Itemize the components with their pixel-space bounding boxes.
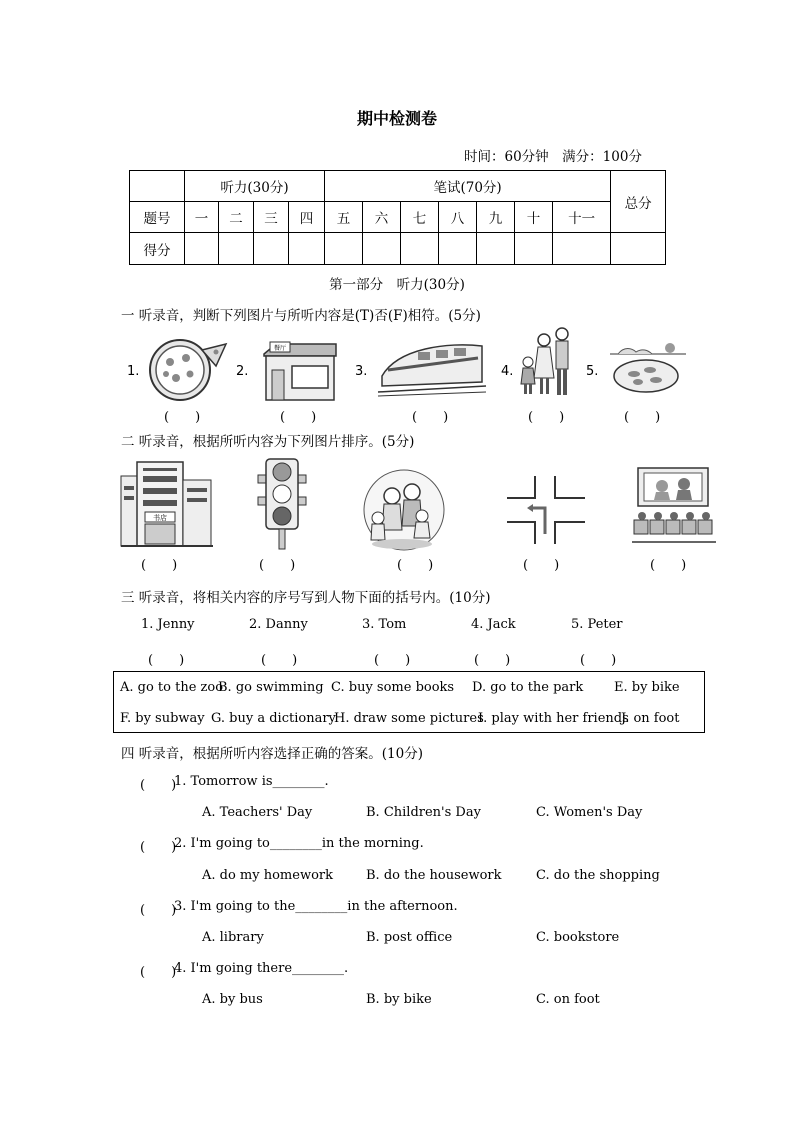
- answer-blank[interactable]: ( ): [148, 653, 185, 668]
- answer-blank[interactable]: ( ): [528, 410, 565, 425]
- answer-blank[interactable]: ( ): [650, 558, 687, 573]
- score-cell[interactable]: [363, 233, 401, 265]
- score-cell[interactable]: [401, 233, 439, 265]
- choice-option[interactable]: B. by bike: [366, 992, 432, 1007]
- col-header: 八: [439, 202, 477, 233]
- col-header: 三: [254, 202, 289, 233]
- col-header: 四: [289, 202, 325, 233]
- answer-blank[interactable]: ( ): [280, 410, 317, 425]
- option-item: H. draw some pictures: [334, 711, 484, 726]
- listening-header: 听力(30分): [185, 171, 325, 202]
- exam-meta: 时间：60分钟 满分：100分: [464, 149, 642, 165]
- bookstore-sign: 书店: [153, 514, 167, 522]
- page-title: 期中检测卷: [356, 109, 437, 128]
- family-walk-icon: [358, 468, 448, 550]
- answer-blank[interactable]: ( ): [140, 965, 177, 980]
- question-stem: 3. I'm going to the________in the afternoon.: [174, 899, 458, 914]
- family-icon: [514, 326, 580, 398]
- score-cell[interactable]: [219, 233, 254, 265]
- option-item: A. go to the zoo: [120, 680, 224, 695]
- answer-blank[interactable]: ( ): [580, 653, 617, 668]
- pizza-icon: [146, 336, 230, 402]
- cinema-icon: [632, 466, 716, 550]
- q1-item-number: 5.: [586, 364, 599, 379]
- restaurant-sign: 餐厅: [273, 345, 287, 352]
- answer-blank[interactable]: ( ): [164, 410, 201, 425]
- choice-option[interactable]: B. post office: [366, 930, 453, 945]
- writing-header: 笔试(70分): [325, 171, 611, 202]
- score-cell[interactable]: [515, 233, 553, 265]
- person-label: 1. Jenny: [141, 617, 195, 632]
- choice-option[interactable]: B. Children's Day: [366, 805, 481, 820]
- choice-option[interactable]: C. Women's Day: [536, 805, 643, 820]
- answer-blank[interactable]: ( ): [412, 410, 449, 425]
- answer-blank[interactable]: ( ): [474, 653, 511, 668]
- question-stem: 2. I'm going to________in the morning.: [174, 836, 424, 851]
- col-header: 六: [363, 202, 401, 233]
- train-icon: [378, 336, 486, 398]
- person-label: 5. Peter: [571, 617, 623, 632]
- answer-blank[interactable]: ( ): [259, 558, 296, 573]
- q1-item-number: 3.: [355, 364, 368, 379]
- option-item: D. go to the park: [472, 680, 584, 695]
- q1-item-number: 2.: [236, 364, 249, 379]
- total-header: 总分: [611, 171, 666, 233]
- choice-option[interactable]: A. do my homework: [202, 868, 334, 883]
- question-stem: 4. I'm going there________.: [174, 961, 349, 976]
- option-item: J. on foot: [621, 711, 680, 726]
- score-cell[interactable]: [439, 233, 477, 265]
- col-header: 五: [325, 202, 363, 233]
- option-item: F. by subway: [120, 711, 205, 726]
- col-header: 二: [219, 202, 254, 233]
- answer-blank[interactable]: ( ): [523, 558, 560, 573]
- option-item: C. buy some books: [331, 680, 455, 695]
- q1-item-number: 1.: [127, 364, 140, 379]
- score-cell[interactable]: [289, 233, 325, 265]
- answer-blank[interactable]: ( ): [140, 840, 177, 855]
- q4-heading: 四 听录音，根据所听内容选择正确的答案。(10分): [121, 746, 424, 762]
- score-table-corner: [130, 171, 185, 202]
- answer-blank[interactable]: ( ): [140, 778, 177, 793]
- option-item: G. buy a dictionary: [211, 711, 336, 726]
- score-cell[interactable]: [611, 233, 666, 265]
- choice-option[interactable]: C. on foot: [536, 992, 600, 1007]
- q3-heading: 三 听录音，将相关内容的序号写到人物下面的括号内。(10分): [121, 590, 491, 606]
- answer-blank[interactable]: ( ): [624, 410, 661, 425]
- part1-heading: 第一部分 听力(30分): [329, 277, 465, 293]
- col-header: 十一: [553, 202, 611, 233]
- answer-blank[interactable]: ( ): [374, 653, 411, 668]
- option-item: E. by bike: [614, 680, 680, 695]
- answer-blank[interactable]: ( ): [140, 903, 177, 918]
- score-table: [129, 170, 666, 265]
- choice-option[interactable]: A. by bus: [202, 992, 263, 1007]
- col-header: 十: [515, 202, 553, 233]
- choice-option[interactable]: A. Teachers' Day: [202, 805, 313, 820]
- score-cell[interactable]: [325, 233, 363, 265]
- col-header: 七: [401, 202, 439, 233]
- choice-option[interactable]: C. bookstore: [536, 930, 620, 945]
- question-number-label: 题号: [130, 202, 185, 233]
- score-cell[interactable]: [477, 233, 515, 265]
- person-label: 2. Danny: [249, 617, 308, 632]
- crossroad-icon: [503, 474, 587, 546]
- choice-option[interactable]: B. do the housework: [366, 868, 502, 883]
- score-cell[interactable]: [254, 233, 289, 265]
- q1-heading: 一 听录音，判断下列图片与所听内容是(T)否(F)相符。(5分): [121, 308, 481, 324]
- food-plate-icon: [608, 342, 688, 398]
- score-cell[interactable]: [553, 233, 611, 265]
- choice-option[interactable]: C. do the shopping: [536, 868, 660, 883]
- col-header: 九: [477, 202, 515, 233]
- person-label: 4. Jack: [471, 617, 516, 632]
- traffic-light-icon: [256, 457, 308, 549]
- question-stem: 1. Tomorrow is________.: [174, 774, 329, 789]
- restaurant-icon: [262, 340, 338, 402]
- score-label: 得分: [130, 233, 185, 265]
- answer-blank[interactable]: ( ): [397, 558, 434, 573]
- bookstore-icon: [121, 460, 213, 550]
- q2-heading: 二 听录音，根据所听内容为下列图片排序。(5分): [121, 434, 415, 450]
- col-header: 一: [185, 202, 219, 233]
- answer-blank[interactable]: ( ): [141, 558, 178, 573]
- score-cell[interactable]: [185, 233, 219, 265]
- choice-option[interactable]: A. library: [202, 930, 264, 945]
- option-item: B. go swimming: [218, 680, 324, 695]
- option-item: I. play with her friends: [478, 711, 629, 726]
- q1-item-number: 4.: [501, 364, 514, 379]
- answer-blank[interactable]: ( ): [261, 653, 298, 668]
- person-label: 3. Tom: [362, 617, 407, 632]
